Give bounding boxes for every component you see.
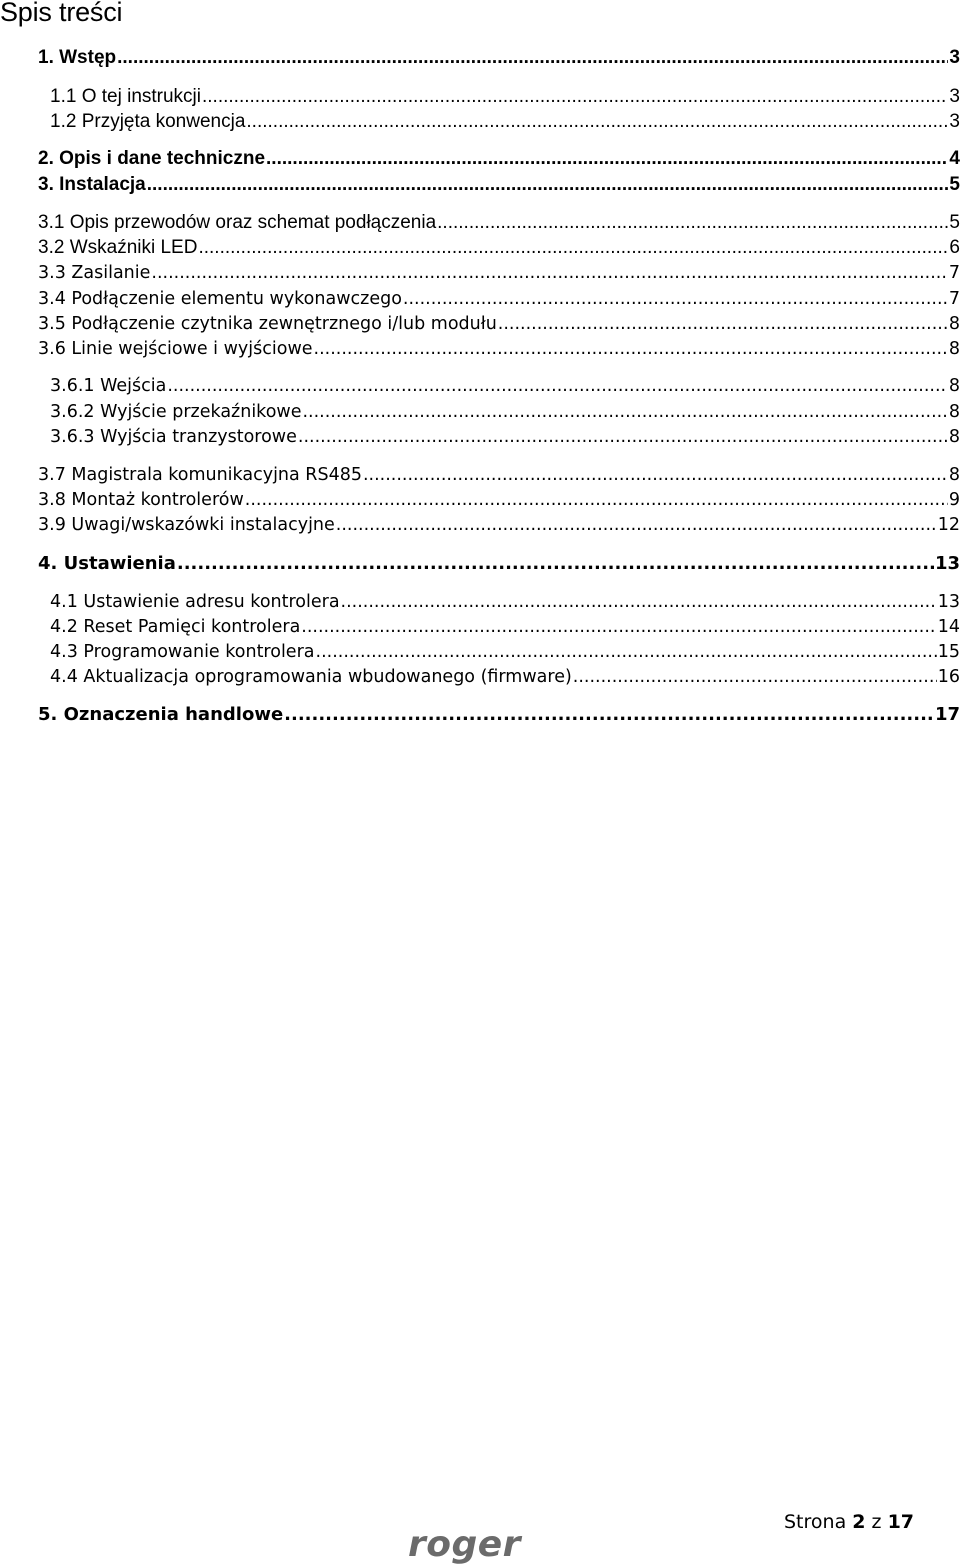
toc-leader-dots [266, 147, 948, 171]
toc-entry-page: 3 [949, 47, 960, 68]
toc-entry-label: 4.3 Programowanie kontrolera [50, 642, 315, 662]
toc-entry-4-4[interactable] [50, 665, 960, 689]
toc-entry-page: 8 [948, 465, 960, 485]
toc-leader-dots [117, 46, 948, 70]
toc-leader-dots [177, 552, 934, 576]
toc-entry-page: 14 [937, 617, 960, 637]
toc-leader-dots [363, 463, 948, 487]
toc-entry-page: 9 [948, 490, 960, 510]
toc-entry-page: 7 [948, 263, 960, 283]
toc-entry-3-6-2[interactable] [50, 400, 960, 424]
toc-entry-page: 3 [949, 86, 960, 107]
toc-entry-label: 3.6.1 Wejścia [50, 376, 167, 396]
toc-entry-page: 15 [937, 642, 960, 662]
toc-entry-3-6-1[interactable] [50, 374, 960, 398]
toc-leader-dots [302, 400, 947, 424]
toc-entry-label: 3.9 Uwagi/wskazówki instalacyjne [38, 515, 335, 535]
toc-entry-label: 2. Opis i dane techniczne [38, 148, 266, 169]
toc-entry-label: 4.4 Aktualizacja oprogramowania wbudowanego (firmware) [50, 667, 572, 687]
page-number-current: 2 [852, 1511, 866, 1533]
toc-entry-1-2[interactable] [50, 110, 960, 134]
toc-leader-dots [437, 211, 948, 235]
toc-entry-page: 4 [949, 148, 960, 169]
toc-leader-dots [498, 312, 948, 336]
toc-entry-3-5[interactable] [38, 312, 960, 336]
toc-entry-3[interactable] [38, 173, 960, 197]
toc-leader-dots [314, 337, 948, 361]
toc-entry-page: 5 [949, 174, 960, 195]
toc-leader-dots [198, 236, 948, 260]
toc-entry-3-1[interactable] [38, 211, 960, 235]
toc-leader-dots [246, 110, 948, 134]
toc-entry-page: 13 [937, 592, 960, 612]
toc-entry-label: 3.6.3 Wyjścia tranzystorowe [50, 427, 297, 447]
toc-entry-3-3[interactable] [38, 261, 960, 285]
toc-entry-page: 8 [948, 427, 960, 447]
toc-entry-3-7[interactable] [38, 463, 960, 487]
toc-entry-2[interactable] [38, 147, 960, 171]
toc-entry-label: 1. Wstęp [38, 47, 117, 68]
toc-entry-3-6-3[interactable] [50, 425, 960, 449]
toc-leader-dots [147, 173, 949, 197]
toc-entry-label: 3.5 Podłączenie czytnika zewnętrznego i/lub modułu [38, 314, 497, 334]
page-number [784, 1511, 914, 1533]
toc-leader-dots [301, 615, 936, 639]
toc-entry-4-1[interactable] [50, 590, 960, 614]
toc-entry-page: 13 [934, 553, 960, 574]
toc-entry-label: 3.6.2 Wyjście przekaźnikowe [50, 402, 302, 422]
page-title: Spis treści [0, 0, 123, 27]
page-number-prefix: Strona [784, 1511, 847, 1533]
toc-leader-dots [202, 85, 948, 109]
toc-entry-label: 1.1 O tej instrukcji [50, 86, 201, 107]
toc-entry-label: 4. Ustawienia [38, 553, 176, 574]
toc-entry-3-4[interactable] [38, 287, 960, 311]
toc-entry-label: 3. Instalacja [38, 174, 146, 195]
toc-entry-3-8[interactable] [38, 488, 960, 512]
toc-entry-label: 4.1 Ustawienie adresu kontrolera [50, 592, 340, 612]
toc-entry-4-3[interactable] [50, 640, 960, 664]
page-number-total: 17 [887, 1511, 915, 1533]
toc-entry-label: 3.3 Zasilanie [38, 263, 151, 283]
toc-leader-dots [573, 665, 937, 689]
toc-leader-dots [298, 425, 948, 449]
toc-leader-dots [316, 640, 937, 664]
toc-entry-3-2[interactable] [38, 236, 960, 260]
toc-entry-label: 4.2 Reset Pamięci kontrolera [50, 617, 301, 637]
toc-entry-label: 3.1 Opis przewodów oraz schemat podłączenia [38, 212, 437, 233]
toc-entry-page: 3 [949, 111, 960, 132]
toc-entry-label: 3.6 Linie wejściowe i wyjściowe [38, 339, 313, 359]
toc-leader-dots [167, 374, 948, 398]
toc-entry-page: 7 [948, 289, 960, 309]
toc-entry-label: 3.2 Wskaźniki LED [38, 237, 198, 258]
toc-entry-page: 6 [949, 237, 960, 258]
toc-entry-4-2[interactable] [50, 615, 960, 639]
toc-entry-page: 16 [937, 667, 960, 687]
toc-entry-page: 5 [949, 212, 960, 233]
toc-entry-5[interactable] [38, 703, 960, 727]
toc-leader-dots [341, 590, 937, 614]
toc-entry-label: 3.4 Podłączenie elementu wykonawczego [38, 289, 402, 309]
toc-leader-dots [245, 488, 948, 512]
toc-entry-label: 3.8 Montaż kontrolerów [38, 490, 244, 510]
toc-entry-page: 12 [937, 515, 960, 535]
toc-entry-label: 5. Oznaczenia handlowe [38, 704, 284, 725]
toc-leader-dots [151, 261, 947, 285]
toc-entry-page: 17 [934, 704, 960, 725]
toc-entry-page: 8 [948, 339, 960, 359]
page-number-separator: z [871, 1511, 882, 1533]
roger-logo: roger [408, 1524, 521, 1565]
toc-entry-page: 8 [948, 376, 960, 396]
toc-entry-1-1[interactable] [50, 85, 960, 109]
toc-entry-3-6[interactable] [38, 337, 960, 361]
toc-leader-dots [403, 287, 948, 311]
toc-entry-1[interactable] [38, 46, 960, 70]
toc-leader-dots [336, 513, 937, 537]
toc-entry-label: 1.2 Przyjęta konwencja [50, 111, 246, 132]
toc-entry-label: 3.7 Magistrala komunikacyjna RS485 [38, 465, 362, 485]
toc-entry-page: 8 [948, 402, 960, 422]
toc-leader-dots [284, 703, 934, 727]
toc-entry-page: 8 [948, 314, 960, 334]
toc-entry-4[interactable] [38, 552, 960, 576]
toc-entry-3-9[interactable] [38, 513, 960, 537]
